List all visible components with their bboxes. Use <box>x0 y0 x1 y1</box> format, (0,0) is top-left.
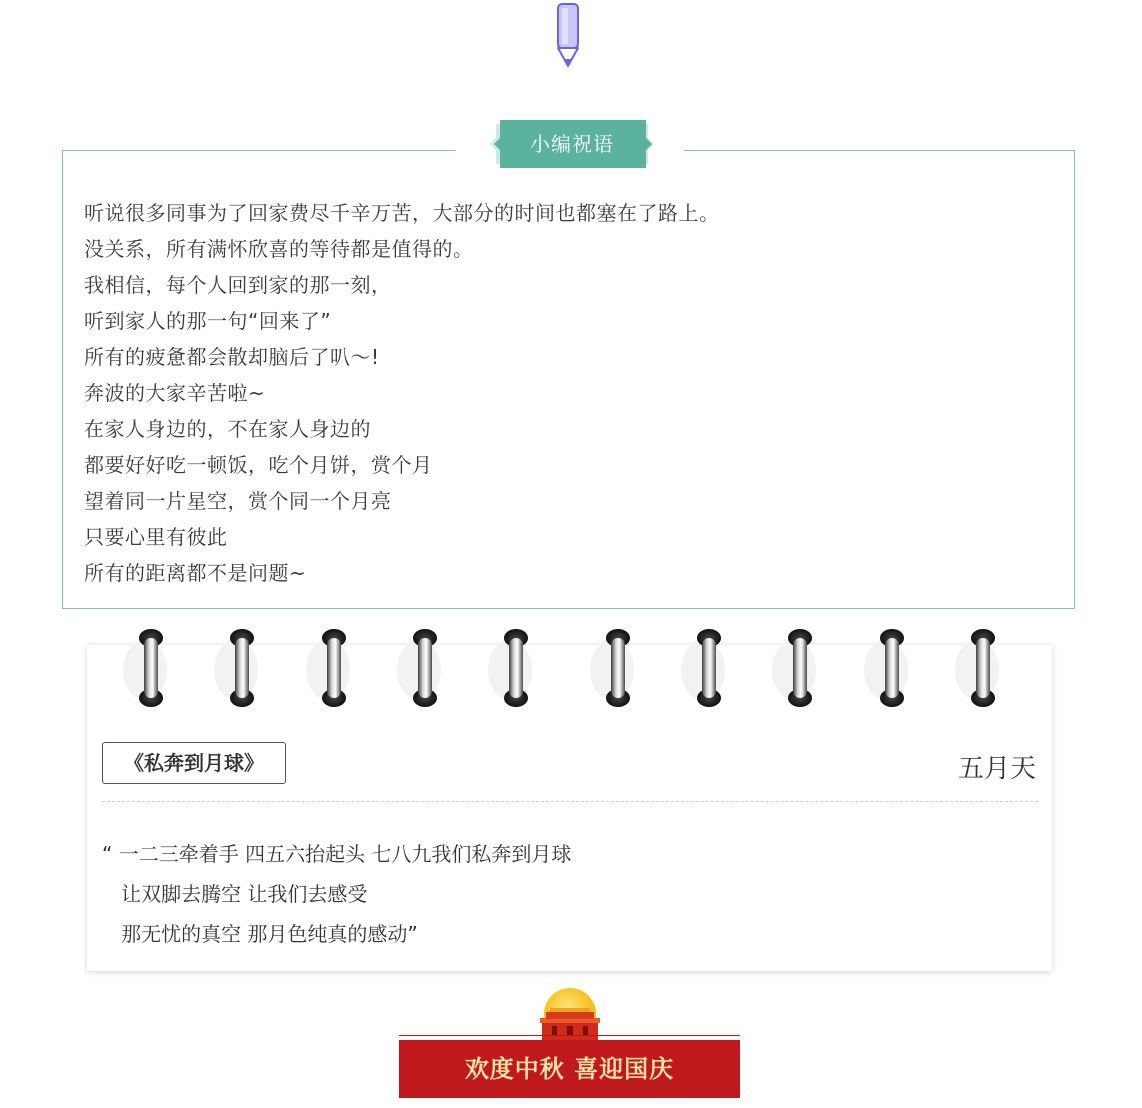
lyric-line: “ 一二三牵着手 四五六抬起头 七八九我们私奔到月球 <box>102 842 572 866</box>
greeting-line: 没关系，所有满怀欣喜的等待都是值得的。 <box>84 237 474 261</box>
binder-ring-icon <box>673 624 743 714</box>
song-lyrics <box>102 834 1002 954</box>
greeting-tag-label: 小编祝语 <box>530 132 614 156</box>
greeting-line: 听说很多同事为了回家费尽千辛万苦，大部分的时间也都塞在了路上。 <box>84 201 720 225</box>
binder-ring-icon <box>582 624 652 714</box>
greeting-line: 在家人身边的，不在家人身边的 <box>84 417 371 441</box>
greeting-line: 都要好好吃一顿饭，吃个月饼，赏个月 <box>84 453 433 477</box>
binder-ring-icon <box>115 624 185 714</box>
binder-ring-icon <box>298 624 368 714</box>
binder-ring-icon <box>764 624 834 714</box>
greeting-line: 望着同一片星空，赏个同一个月亮 <box>84 489 392 513</box>
greeting-line: 我相信，每个人回到家的那一刻， <box>84 273 392 297</box>
tiananmen-moon-icon <box>538 986 602 1040</box>
lyric-line: 那无忧的真空 那月色纯真的感动” <box>102 922 418 946</box>
binder-rings <box>0 624 1142 714</box>
binder-ring-icon <box>947 624 1017 714</box>
binder-ring-icon <box>480 624 550 714</box>
festival-banner: 欢度中秋 喜迎国庆 <box>399 1040 740 1098</box>
greeting-line: 所有的疲惫都会散却脑后了叭～! <box>84 345 380 369</box>
greeting-line: 听到家人的那一句“回来了” <box>84 309 332 333</box>
greeting-line: 所有的距离都不是问题~ <box>84 561 307 585</box>
greeting-line: 奔波的大家辛苦啦~ <box>84 381 266 405</box>
greeting-text <box>84 195 1044 591</box>
binder-ring-icon <box>856 624 926 714</box>
lyric-line: 让双脚去腾空 让我们去感受 <box>102 882 368 906</box>
song-artist: 五月天 <box>957 754 1036 784</box>
card-divider <box>102 801 1038 802</box>
greeting-tag <box>490 118 654 170</box>
binder-ring-icon <box>389 624 459 714</box>
banner-rule <box>399 1035 740 1036</box>
binder-ring-icon <box>206 624 276 714</box>
greeting-line: 只要心里有彼此 <box>84 525 228 549</box>
pencil-icon <box>556 2 580 68</box>
song-title: 《私奔到月球》 <box>102 742 286 784</box>
